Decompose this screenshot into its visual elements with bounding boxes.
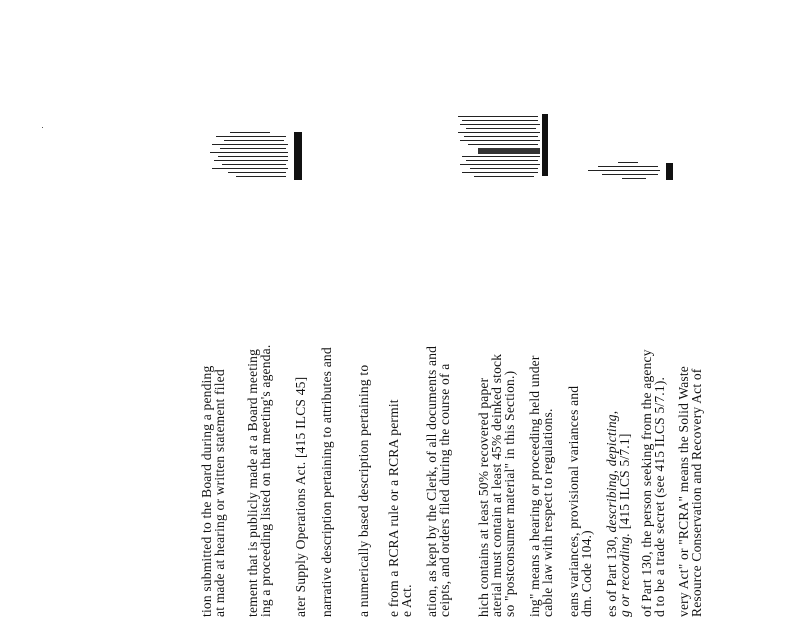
text-line: e Act.	[399, 584, 414, 617]
definition-paragraph	[677, 197, 703, 617]
italic-term: g or recording.	[617, 532, 632, 617]
definition-paragraph	[294, 197, 307, 617]
scan-speck	[42, 127, 43, 128]
definition-paragraph	[320, 197, 333, 617]
text-line: eans variances, provisional variances and	[566, 385, 581, 617]
text-line: ing a proceeding listed on that meeting's agenda.	[258, 344, 273, 617]
text-line: so "postconsumer material" in this Section.)	[502, 370, 517, 617]
italic-term: describing, depicting,	[604, 410, 619, 533]
text-line: es of Part 130, describing, depicting,	[604, 410, 619, 617]
text-line: dm. Code 104.)	[579, 530, 594, 617]
text-line: very Act" or "RCRA" means the Solid Waste	[676, 366, 691, 617]
definition-paragraph	[640, 197, 666, 617]
text-line: tion submitted to the Board during a pending	[199, 365, 214, 617]
definition-paragraph	[425, 197, 451, 617]
text-line: e from a RCRA rule or a RCRA permit	[386, 399, 401, 617]
text-line: ceipts, and orders filed during the course of a	[437, 363, 452, 617]
text-line: cable law with respect to regulations.	[540, 408, 555, 617]
text-line: of Part 130, the person seeking from the agency	[639, 349, 654, 617]
scan-bar	[294, 132, 302, 180]
scan-noise-cluster-middle	[458, 114, 542, 180]
text-line: ing" means a hearing or proceeding held under	[527, 355, 542, 617]
scan-noise-cluster-right	[588, 160, 664, 180]
text-line: ation, as kept by the Clerk, of all documents and	[424, 345, 439, 617]
definition-paragraph	[357, 197, 370, 617]
text-line: g or recording. [415 ILCS 5/7.1]	[617, 433, 632, 617]
text-line: Resource Conservation and Recovery Act of	[689, 368, 704, 617]
scan-bar	[666, 163, 673, 180]
definition-paragraph	[246, 197, 272, 617]
text-line: narrative description pertaining to attributes and	[319, 347, 334, 617]
text-line: aterial must contain at least 45% deinked stock	[489, 353, 504, 617]
text-line: tement that is publicly made at a Board meeting	[245, 348, 260, 617]
text-line: at made at hearing or written statement filed	[212, 369, 227, 617]
definition-paragraph	[200, 197, 226, 617]
text-line: hich contains at least 50% recovered paper	[476, 377, 491, 617]
definition-paragraph	[567, 197, 593, 617]
scan-bar	[542, 114, 548, 176]
rotated-text-block	[200, 197, 710, 617]
text-line: a numerically based description pertaining to	[356, 364, 371, 617]
definition-paragraph	[387, 197, 413, 617]
text-line: ater Supply Operations Act. [415 ILCS 45]	[293, 376, 308, 617]
definition-paragraph	[528, 197, 554, 617]
text-line: d to be a trade secret (see 415 ILCS 5/7.1).	[652, 376, 667, 617]
definition-paragraph	[605, 197, 631, 617]
scan-noise-cluster-left	[210, 130, 290, 182]
definition-paragraph	[477, 197, 516, 617]
